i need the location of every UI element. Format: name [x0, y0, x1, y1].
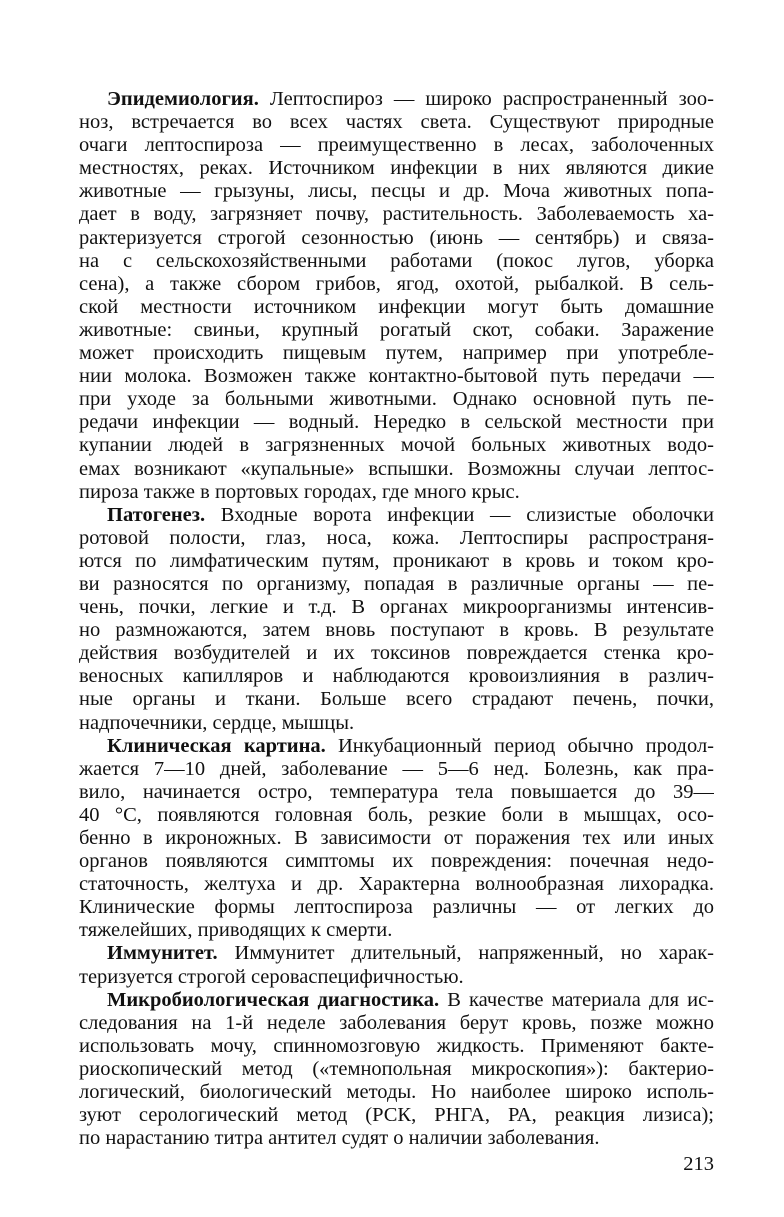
text-line — [79, 665, 714, 688]
line-text: Клинические формы лептоспироза различны — от легких до — [79, 896, 714, 919]
text-line — [79, 550, 714, 573]
text-line — [79, 712, 714, 735]
line-text: ются по лимфатическим путям, проникают в кровь и током кро- — [79, 549, 714, 572]
text-line — [79, 180, 714, 203]
line-text: бенно в икроножных. В зависимости от поражения тех или иных — [79, 827, 714, 849]
paragraph-pathogenesis — [79, 504, 714, 735]
section-heading: Клиническая картина. — [107, 734, 326, 757]
text-line — [79, 619, 714, 642]
page-number: 213 — [683, 1153, 714, 1175]
line-text: но размножаются, затем вновь поступают в кровь. В результате — [79, 619, 714, 642]
text-line — [79, 388, 714, 411]
line-text: теризуется строгой сероваспецифичностью. — [79, 965, 464, 988]
text-line — [79, 157, 714, 180]
text-line — [79, 342, 714, 365]
text-line — [79, 1081, 714, 1104]
body-text — [79, 88, 714, 1150]
text-line — [79, 434, 714, 457]
line-text: Лептоспироз — широко распространенный зоо- — [258, 88, 714, 110]
text-line — [79, 596, 714, 619]
line-text: логический, биологический методы. Но наиболее широко исполь- — [79, 1081, 714, 1104]
line-text: редачи инфекции — водный. Нередко в сельской местности при — [79, 411, 714, 434]
line-text: статочность, желтуха и др. Характерна волнообразная лихорадка. — [79, 873, 714, 896]
line-text: местностях, реках. Источником инфекции в них являются дикие — [79, 157, 714, 180]
line-text: нии молока. Возможен также контактно-бытовой путь передачи — — [79, 365, 714, 388]
section-heading: Иммунитет. — [107, 942, 218, 965]
text-line — [79, 850, 714, 873]
line-text: купании людей в загрязненных мочой больных животных водо- — [79, 434, 714, 457]
line-text: риоскопический метод («темнопольная микроскопия»): бактерио- — [79, 1057, 714, 1080]
line-text: действия возбудителей и их токсинов повреждается стенка кро- — [79, 642, 714, 665]
line-text: дает в воду, загрязняет почву, растительность. Заболеваемость ха- — [79, 203, 714, 226]
line-text: при уходе за больными животными. Однако основной путь пе- — [79, 388, 714, 411]
line-text: по нарастанию титра антител судят о наличии заболевания. — [79, 1127, 600, 1150]
text-line — [79, 989, 714, 1012]
section-heading: Патогенез. — [107, 503, 206, 526]
line-text: Иммунитет длительный, напряженный, но харак- — [217, 942, 714, 965]
line-text: животные — грызуны, лисы, песцы и др. Моча животных попа- — [79, 180, 714, 203]
line-text: ской местности источником инфекции могут быть домашние — [79, 295, 714, 318]
text-line — [79, 919, 714, 942]
text-line — [79, 134, 714, 157]
line-text: ноз, встречается во всех частях света. Существуют природные — [79, 111, 714, 134]
text-line — [79, 688, 714, 711]
text-line — [79, 942, 714, 965]
line-text: 40 °С, появляются головная боль, резкие боли в мышцах, осо- — [79, 803, 714, 826]
line-text: ви разносятся по организму, попадая в различные органы — пе- — [79, 572, 714, 595]
text-line — [79, 481, 714, 504]
line-text: следования на 1-й неделе заболевания берут кровь, позже можно — [79, 1011, 714, 1034]
text-line — [79, 735, 714, 758]
text-line — [79, 504, 714, 527]
line-text: зуют серологический метод (РСК, РНГА, РА, реакция лизиса); — [79, 1104, 714, 1127]
line-text: ные органы и ткани. Больше всего страдают печень, почки, — [79, 688, 714, 711]
text-line — [79, 203, 714, 226]
text-line — [79, 1035, 714, 1058]
text-line — [79, 827, 714, 850]
line-text: животные: свиньи, крупный рогатый скот, собаки. Заражение — [79, 318, 714, 341]
line-text: чень, почки, легкие и т.д. В органах микроорганизмы интенсив- — [79, 596, 714, 619]
line-text: ротовой полости, глаз, носа, кожа. Лептоспиры распространя- — [79, 526, 714, 549]
text-line — [79, 111, 714, 134]
paragraph-immunity — [79, 942, 714, 988]
paragraph-clinical-picture — [79, 735, 714, 943]
line-text: органов появляются симптомы их повреждения: почечная недо- — [79, 850, 714, 873]
line-text: сена), а также сбором грибов, ягод, охотой, рыбалкой. В сель- — [79, 272, 714, 295]
paragraph-microbiological-diagnosis — [79, 989, 714, 1151]
text-line — [79, 896, 714, 919]
line-text: Входные ворота инфекции — слизистые оболочки — [205, 503, 714, 526]
text-line — [79, 227, 714, 250]
line-text: тяжелейших, приводящих к смерти. — [79, 919, 393, 942]
line-text: емах возникают «купальные» вспышки. Возможны случаи лептос- — [79, 457, 714, 480]
text-line — [79, 1104, 714, 1127]
text-line — [79, 642, 714, 665]
line-text: на с сельскохозяйственными работами (покос лугов, уборка — [79, 249, 714, 272]
line-text: использовать мочу, спинномозговую жидкость. Применяют бакте- — [79, 1034, 714, 1057]
line-text: может происходить пищевым путем, например при употребле- — [79, 342, 714, 365]
text-line — [79, 873, 714, 896]
line-text: веносных капилляров и наблюдаются кровоизлияния в различ- — [79, 665, 714, 688]
line-text: очаги лептоспироза — преимущественно в лесах, заболоченных — [79, 134, 714, 157]
text-line — [79, 296, 714, 319]
line-text: надпочечники, сердце, мышцы. — [79, 711, 355, 734]
text-line — [79, 250, 714, 273]
section-heading: Микробиологическая диагностика. — [107, 988, 440, 1011]
text-line — [79, 273, 714, 296]
text-line — [79, 365, 714, 388]
line-text: пироза также в портовых городах, где много крыс. — [79, 480, 520, 503]
text-line — [79, 411, 714, 434]
text-line — [79, 458, 714, 481]
section-heading: Эпидемиология. — [107, 88, 259, 110]
text-line — [79, 758, 714, 781]
text-line — [79, 319, 714, 342]
text-line — [79, 88, 714, 111]
text-line — [79, 966, 714, 989]
text-line — [79, 781, 714, 804]
line-text: жается 7—10 дней, заболевание — 5—6 нед. Болезнь, как пра- — [79, 757, 714, 780]
text-line — [79, 804, 714, 827]
line-text: рактеризуется строгой сезонностью (июнь — сентябрь) и связа- — [79, 226, 714, 249]
text-line — [79, 527, 714, 550]
text-line — [79, 1058, 714, 1081]
text-line — [79, 1127, 714, 1150]
line-text: вило, начинается остро, температура тела повышается до 39— — [79, 780, 714, 803]
line-text: Инкубационный период обычно продол- — [325, 734, 714, 757]
paragraph-epidemiology — [79, 88, 714, 504]
text-line — [79, 1012, 714, 1035]
text-line — [79, 573, 714, 596]
line-text: В качестве материала для ис- — [439, 988, 714, 1011]
